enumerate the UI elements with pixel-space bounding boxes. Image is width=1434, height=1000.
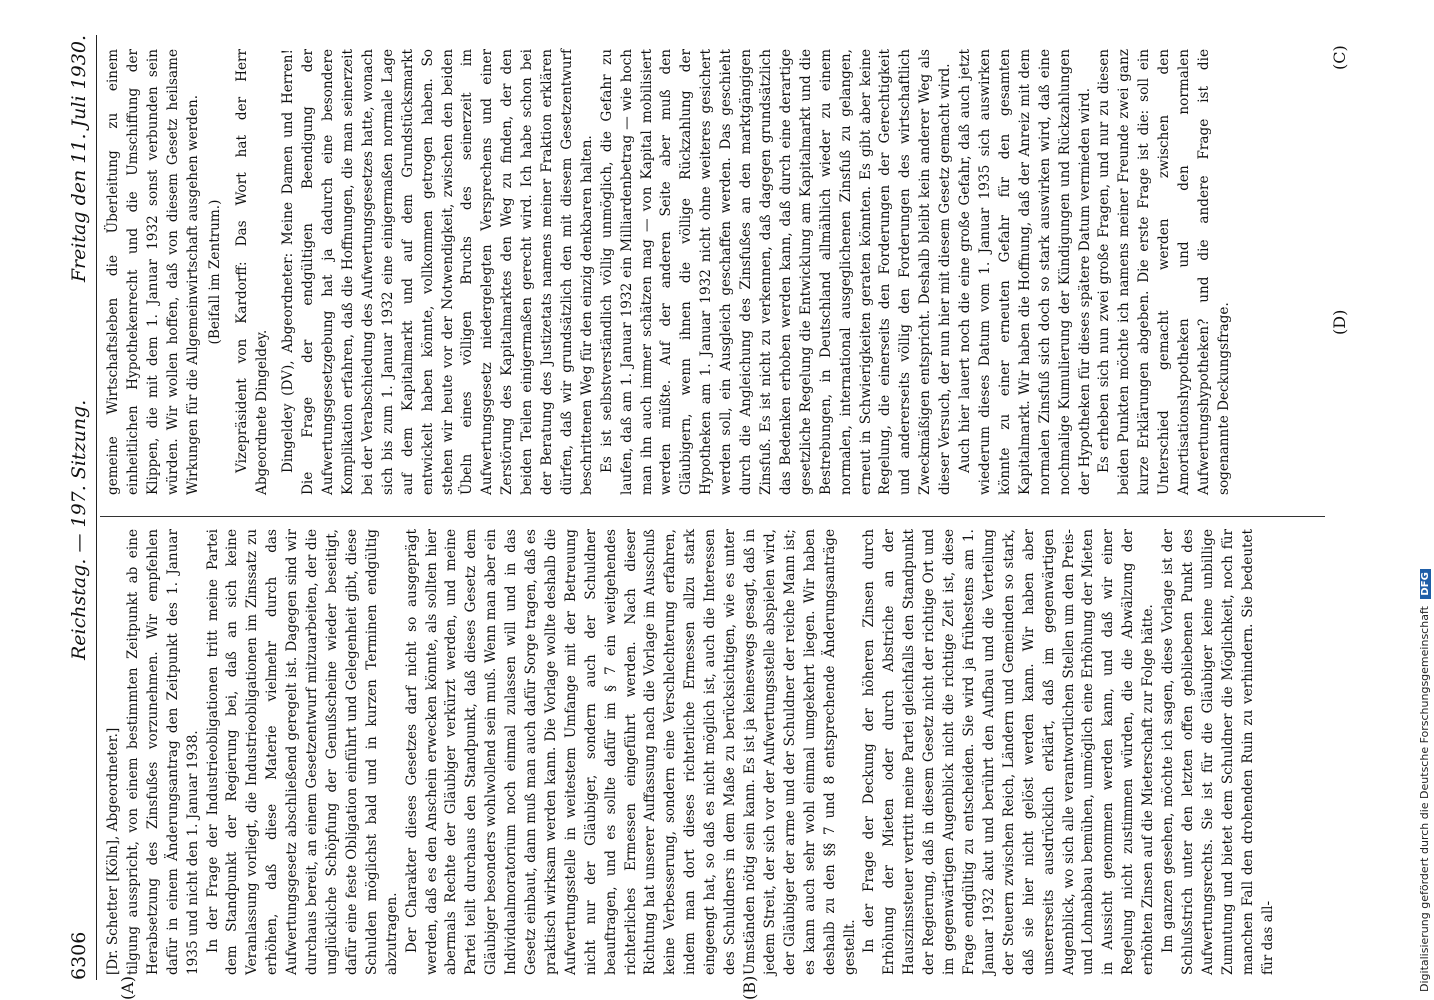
paragraph: Es erheben sich nun zwei große Fragen, und nur zu diesen beiden Punkten möchte ich namens meiner Freunde zwei ganz kurze Erklärungen abgeben. Die erste Frage ist die: soll ein Unterschied gemacht werden zwischen den Amortisationshypotheken und den normalen Aufwertungshypotheken? und die andere Frage ist die sogenannte Deckungsfrage.: [1096, 49, 1232, 495]
paragraph: tilgung ausspricht, von einem bestimmten Zeitpunkt ab eine Herabsetzung des Zinsfußes vorzunehmen. Wir empfehlen dafür in einem Änderungsantrag den Zeitpunkt des 1. Januar 1935 und nicht den 1. Januar 1938.: [124, 529, 201, 975]
dfg-logo: DFG: [1420, 569, 1431, 598]
paragraph: gemeine Wirtschaftsleben die Überleitung zu einem einheitlichen Hypothekenrecht und die Umschiffung der Klippen, die mit dem 1. Januar 1932 sonst verbunden sein würden. Wir wollen hoffen, daß von diesem Gesetz heilsame Wirkungen für die Allgemeinwirtschaft ausgehen werden.: [105, 49, 201, 495]
margin-marker-a: (A): [118, 975, 137, 1000]
paragraph: Dingeldey (DV), Abgeordneter: Meine Damen und Herren! Die Frage der endgültigen Beendigung der Aufwertungsgesetzgebung hat ja dadurch eine besondere Komplikation erfahren, daß die Hoffnungen, die man seinerzeit bei der Verabschiedung des Aufwertungsgesetzes hatte, wonach sich bis zum 1. Januar 1932 eine einigermaßen normale Lage auf dem Kapitalmarkt und auf dem Grundstücksmarkt entwickelt haben könnte, vollkommen getrogen haben. So stehen wir heute vor der Notwendigkeit, zwischen den beiden Übeln eines völligen Bruchs des seinerzeit im Aufwertungsgesetz niedergelegten Versprechens und einer Zerstörung des Kapitalmarktes den Weg zu finden, der den beiden Teilen einigermaßen gerecht wird. Ich habe schon bei der Beratung des Justizetats namens meiner Fraktion erklären dürfen, daß wir grundsätzlich den mit diesem Gesetzentwurf beschrittenen Weg für den einzig denkbaren halten.: [280, 49, 595, 495]
page-content: [68, 35, 1328, 980]
paragraph: Der Charakter dieses Gesetzes darf nicht so ausgeprägt werden, daß es den Anschein erwecken könnte, als sollten hier abermals Rechte der Gläubiger verkürzt werden, und meine Partei teilt durchaus den Standpunkt, daß dieses Gesetz dem Gläubiger besonders wohlwollend sein muß. Wenn man aber ein Individualmoratorium noch einmal zulassen will und in das Gesetz einbaut, dann muß man auch dafür Sorge tragen, daß es praktisch wirksam werden kann. Die Vorlage wollte deshalb die Aufwertungsstelle in weitestem Umfange mit der Betreuung nicht nur der Gläubiger, sondern auch der Schuldner beauftragen, und es sollte dafür im § 7 ein weitgehendes richterliches Ermessen eingeführt werden. Nach dieser Richtung hat unserer Auffassung nach die Vorlage im Ausschuß keine Verbesserung, sondern eine Verschlechterung erfahren, indem man dort dieses richterliche Ermessen allzu stark eingeengt hat, so daß es nicht möglich ist, auch die Interessen des Schuldners in dem Maße zu berücksichtigen, wie es unter Umständen nötig sein kann. Es ist ja keineswegs gesagt, daß in jedem Streit, der sich vor der Aufwertungsstelle abspielen wird, der Gläubiger der arme und der Schuldner der reiche Mann ist; es kann auch sehr wohl einmal umgekehrt liegen. Wir haben deshalb zu den §§ 7 und 8 entsprechende Änderungsanträge gestellt.: [403, 529, 858, 975]
session-title: Reichstag. — 197. Sitzung.: [68, 399, 90, 660]
paragraph: In der Frage der Industrieobligationen tritt meine Partei dem Standpunkt der Regierung bei, daß an sich keine Veranlassung vorliegt, die Industrieobligationen im Zinssatz zu erhöhen, daß diese Materie vielmehr durch das Aufwertungsgesetz abschließend geregelt ist. Dagegen sind wir durchaus bereit, an einem Gesetzentwurf mitzuarbeiten, der die unglückliche Schöpfung der Genußscheine wieder beseitigt, dafür eine feste Obligation einführt und Gelegenheit gibt, diese Schulden möglichst bald und in kurzen Terminen endgültig abzutragen.: [204, 529, 400, 975]
running-head: [68, 35, 96, 980]
header-rule: [96, 35, 97, 980]
applause-note: (Beifall im Zentrum.): [206, 199, 223, 345]
column-divider: [100, 516, 1325, 517]
digitization-credit: [1418, 569, 1431, 992]
margin-marker-c: (C): [1330, 45, 1349, 70]
margin-marker-b: (B): [740, 975, 759, 1000]
right-column: [104, 49, 1235, 495]
left-column: [104, 529, 1278, 975]
paragraph: In der Frage der Deckung der höheren Zinsen durch Erhöhung der Mieten oder durch Abstriche an der Hauszinssteuer vertritt meine Partei gleichfalls den Standpunkt der Regierung, daß in diesem Gesetz nicht der richtige Ort und im gegenwärtigen Augenblick nicht die richtige Zeit ist, diese Frage endgültig zu entscheiden. Sie wird ja frühestens am 1. Januar 1932 akut und berührt den Aufbau und die Verteilung der Steuern zwischen Reich, Ländern und Gemeinden so stark, daß sie hier nicht gelöst werden kann. Wir haben aber unsererseits ausdrücklich erklärt, daß im gegenwärtigen Augenblick, wo sich alle verantwortlichen Stellen um den Preis- und Lohnabbau bemühen, unmöglich eine Erhöhung der Mieten in Aussicht genommen werden kann, und daß wir einer Regelung nicht zustimmen würden, die die Abwälzung der erhöhten Zinsen auf die Mieterschaft zur Folge hätte.: [861, 529, 1157, 975]
digitization-note: Digitalisierung gefördert durch die Deutsche Forschungsgemeinschaft: [1418, 606, 1431, 992]
paragraph: Im ganzen gesehen, möchte ich sagen, diese Vorlage ist der Schlußstrich unter den letzten offen gebliebenen Punkt des Aufwertungsrechts. Sie ist für die Gläubiger keine unbillige Zumutung und bietet dem Schuldner die Möglichkeit, noch für manchen Fall den drohenden Ruin zu verhindern. Sie bedeutet für das all-: [1160, 529, 1276, 975]
session-date: Freitag den 11. Juli 1930.: [68, 35, 90, 283]
paragraph: Auch hier lauert noch die eine große Gefahr, daß auch jetzt wiederum dieses Datum vom 1. Januar 1935 sich auswirken könnte zu einer erneuten Gefahr für den gesamten Kapitalmarkt. Wir haben die Hoffnung, daß der Anreiz mit dem normalen Zinsfuß sich doch so stark auswirken wird, daß eine nochmalige Kumulierung der Kündigungen und Rückzahlungen der Hypotheken für dieses spätere Datum vermieden wird.: [957, 49, 1093, 495]
paragraph: Es ist selbstverständlich völlig unmöglich, die Gefahr zu laufen, daß am 1. Januar 1932 ein Milliardenbetrag — wie hoch man ihn auch immer schätzen mag — von Kapital mobilisiert werden müßte. Auf der anderen Seite aber muß den Gläubigern, wenn ihnen die völlige Rückzahlung der Hypotheken am 1. Januar 1932 nicht ohne weiteres gesichert werden soll, ein Ausgleich geschaffen werden. Das geschieht durch die Angleichung des Zinsfußes an den marktgängigen Zinsfuß. Es ist nicht zu verkennen, daß dagegen grundsätzlich das Bedenken erhoben werden kann, daß durch eine derartige gesetzliche Regelung die Entwicklung am Kapitalmarkt und die Bestrebungen, in Deutschland allmählich wieder zu einem normalen, international ausgeglichenen Zinsfuß zu gelangen, erneut in Schwierigkeiten geraten könnten. Es gibt aber keine Regelung, die einerseits den Forderungen der Gerechtigkeit und andererseits völlig den Forderungen des wirtschaftlich Zweckmäßigen entspricht. Deshalb bleibt kein anderer Weg als dieser Versuch, der nun hier mit diesem Gesetz gemacht wird.: [598, 49, 954, 495]
speaker-continuation: [Dr. Schetter [Köln], Abgeordneter.]: [105, 727, 121, 975]
page-number: 6306: [68, 931, 90, 980]
margin-marker-d: (D): [1330, 309, 1349, 335]
vice-president-remark: Vizepräsident von Kardorff: Das Wort hat der Herr Abgeordnete Dingeldey.: [234, 49, 271, 495]
